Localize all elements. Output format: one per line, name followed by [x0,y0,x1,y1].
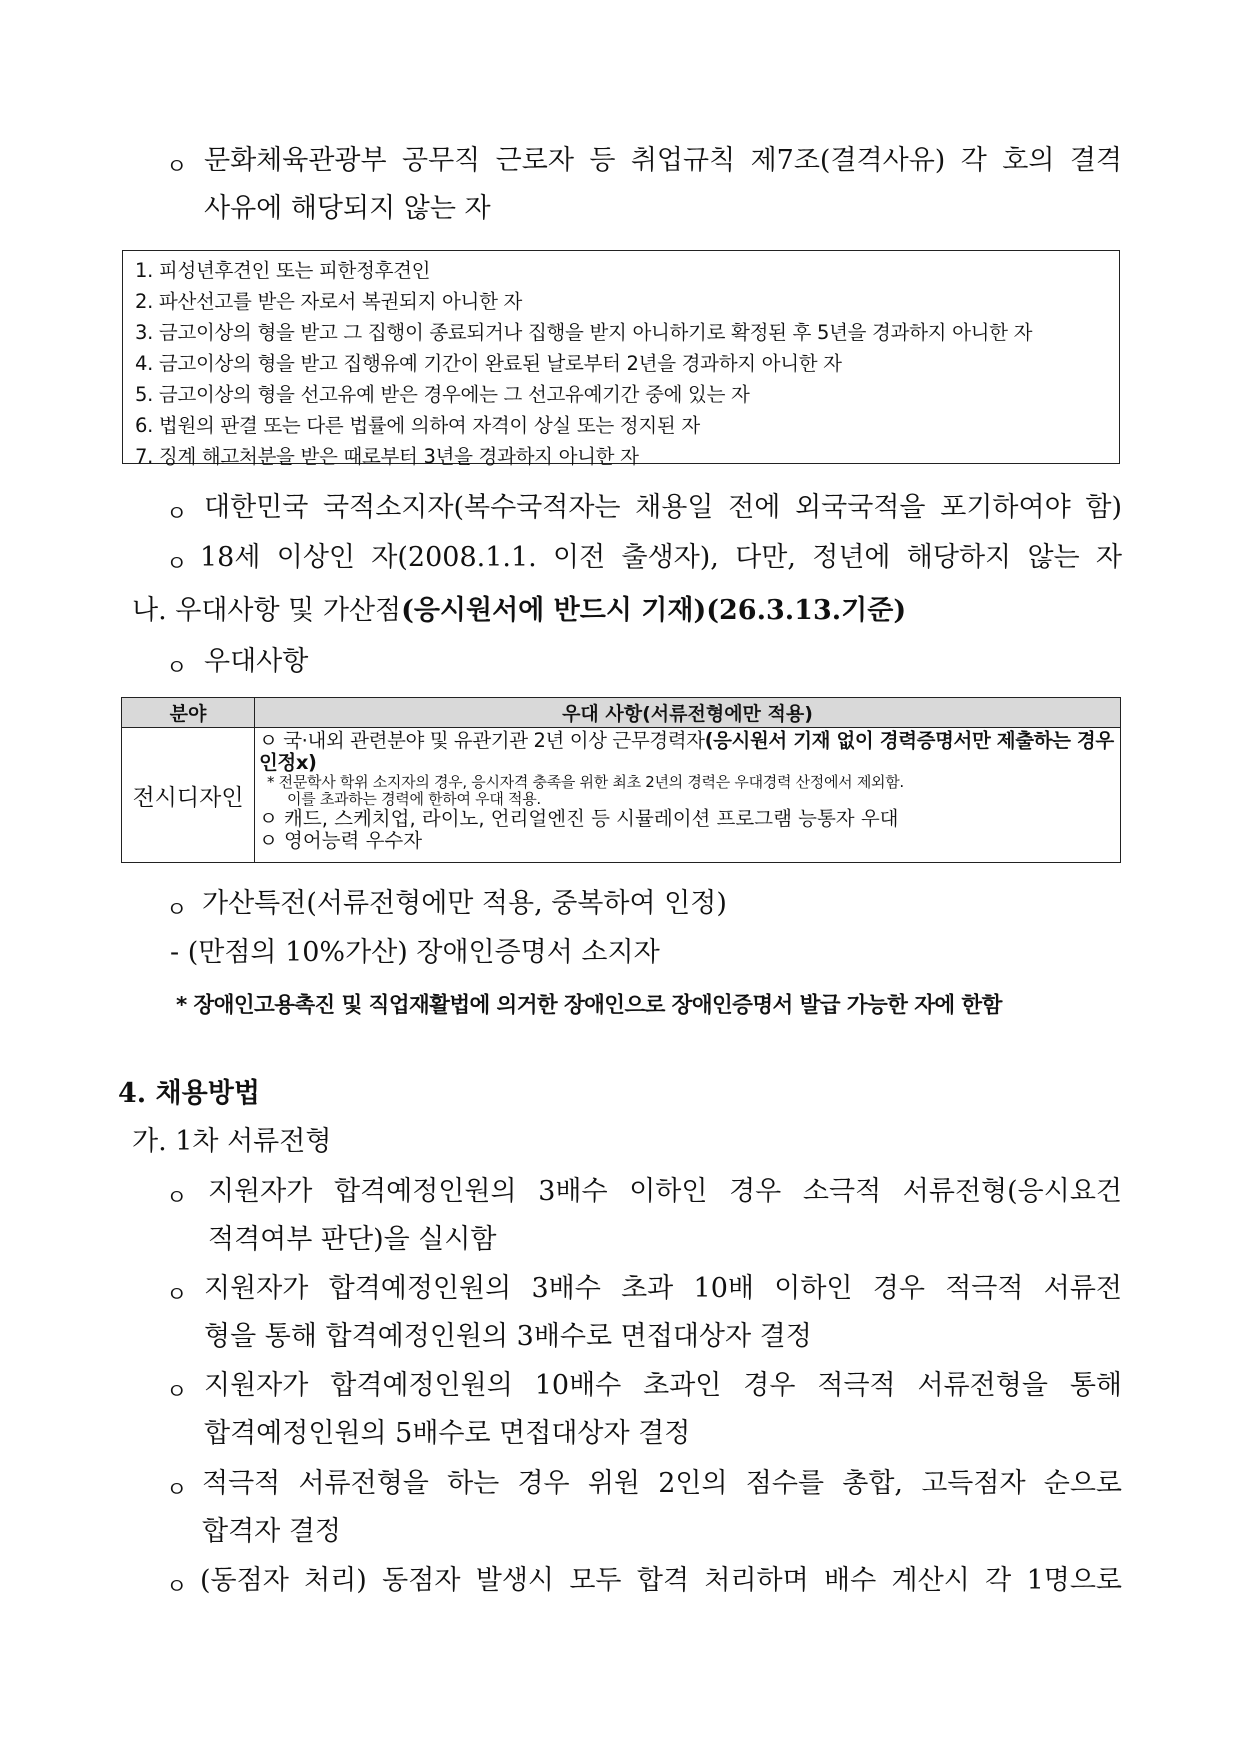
bullet-mark: ㅇ [166,1283,188,1308]
intro-line-1: 문화체육관광부 공무직 근로자 등 취업규칙 제7조(결격사유) 각 호의 결격 [204,145,1122,176]
bullet-mark: ㅇ [166,656,188,681]
section-4-heading: 4. 채용방법 [118,1078,260,1109]
disqualification-item-4: 4. 금고이상의 형을 받고 집행유예 기간이 완료된 날로부터 2년을 경과하지 아니한 자 [135,352,842,375]
pref-note-line-1: * 전문학사 학위 소지자의 경우, 응시자격 충족을 위한 최초 2년의 경력은 우대경력 산정에서 제외함. [267,773,904,791]
method-4-line-2: 합격자 결정 [202,1516,341,1547]
section-ga-heading: 가. 1차 서류전형 [132,1126,332,1157]
pref-item-1-bold: (응시원서 기재 없이 경력증명서만 제출하는 경우 인정x) [259,729,1114,774]
method-4-line-1: 적극적 서류전형을 하는 경우 위원 2인의 점수를 총합, 고득점자 순으로 [202,1468,1122,1499]
section-na-bold: (응시원서에 반드시 기재)(26.3.13.기준) [401,595,907,626]
bullet-mark: ㅇ [166,1478,188,1503]
bonus-item: - (만점의 10%가산) 장애인증명서 소지자 [170,937,660,968]
disqualification-box [122,250,1120,468]
bonus-heading: 가산특전(서류전형에만 적용, 중복하여 인정) [202,888,727,919]
method-3-line-1: 지원자가 합격예정인원의 10배수 초과인 경우 적극적 서류전형을 통해 [204,1370,1122,1401]
bullet-mark: ㅇ [166,1575,188,1600]
disqualification-item-3: 3. 금고이상의 형을 받고 그 집행이 종료되거나 집행을 받지 아니하기로 확정된 후 5년을 경과하지 아니한 자 [135,321,1033,344]
section-na-prefix: 나. 우대사항 및 가산점 [132,595,402,626]
section-na-heading [132,597,906,624]
pref-note-line-2: 이를 초과하는 경력에 한하여 우대 적용. [287,790,541,808]
pref-item-2: ㅇ 캐드, 스케치업, 라이노, 언리얼엔진 등 시뮬레이션 프로그램 능통자 우대 [259,807,899,830]
pref-item-1-plain: ㅇ 국·내외 관련분야 및 유관기관 2년 이상 근무경력자 [259,729,705,752]
disqualification-item-2: 2. 파산선고를 받은 자로서 복권되지 아니한 자 [135,290,523,313]
bonus-note: * 장애인고용촉진 및 직업재활법에 의거한 장애인으로 장애인증명서 발급 가능한 자에 한함 [176,993,1002,1018]
method-5-line-1: (동점자 처리) 동점자 발생시 모두 합격 처리하며 배수 계산시 각 1명으로 [200,1565,1122,1596]
age-requirement: 18세 이상인 자(2008.1.1. 이전 출생자), 다만, 정년에 해당하지 않는 자 [200,542,1122,573]
disqualification-item-5: 5. 금고이상의 형을 선고유예 받은 경우에는 그 선고유예기간 중에 있는 자 [135,383,750,406]
bullet-mark: ㅇ [166,1186,188,1211]
preference-table [121,697,1121,863]
table-content-cell [255,728,1121,863]
method-1-line-2: 적격여부 판단)을 실시함 [208,1224,497,1255]
disqualification-item-7: 7. 징계 해고처분을 받은 때로부터 3년을 경과하지 아니한 자 [135,445,639,468]
nationality-requirement: 대한민국 국적소지자(복수국적자는 채용일 전에 외국국적을 포기하여야 함) [204,492,1122,523]
disqualification-item-6: 6. 법원의 판결 또는 다른 법률에 의하여 자격이 상실 또는 정지된 자 [135,414,700,437]
disqualification-item-1: 1. 피성년후견인 또는 피한정후견인 [135,259,431,282]
table-header-content: 우대 사항(서류전형에만 적용) [255,698,1121,728]
method-3-line-2: 합격예정인원의 5배수로 면접대상자 결정 [204,1418,691,1449]
bullet-mark: ㅇ [166,1380,188,1405]
intro-line-2: 사유에 해당되지 않는 자 [204,193,491,224]
table-header-field: 분야 [122,698,255,728]
method-1-line-1: 지원자가 합격예정인원의 3배수 이하인 경우 소극적 서류전형(응시요건 [208,1176,1122,1207]
pref-item-3: ㅇ 영어능력 우수자 [259,829,423,852]
bullet-mark: ㅇ [166,155,188,180]
bullet-mark: ㅇ [166,898,188,923]
bullet-mark: ㅇ [166,502,188,527]
pref-item-1 [259,730,1116,774]
method-2-line-2: 형을 통해 합격예정인원의 3배수로 면접대상자 결정 [204,1321,812,1352]
preference-heading: 우대사항 [204,646,309,677]
method-2-line-1: 지원자가 합격예정인원의 3배수 초과 10배 이하인 경우 적극적 서류전 [204,1273,1122,1304]
bullet-mark: ㅇ [166,552,188,577]
table-field-cell: 전시디자인 [122,728,255,863]
